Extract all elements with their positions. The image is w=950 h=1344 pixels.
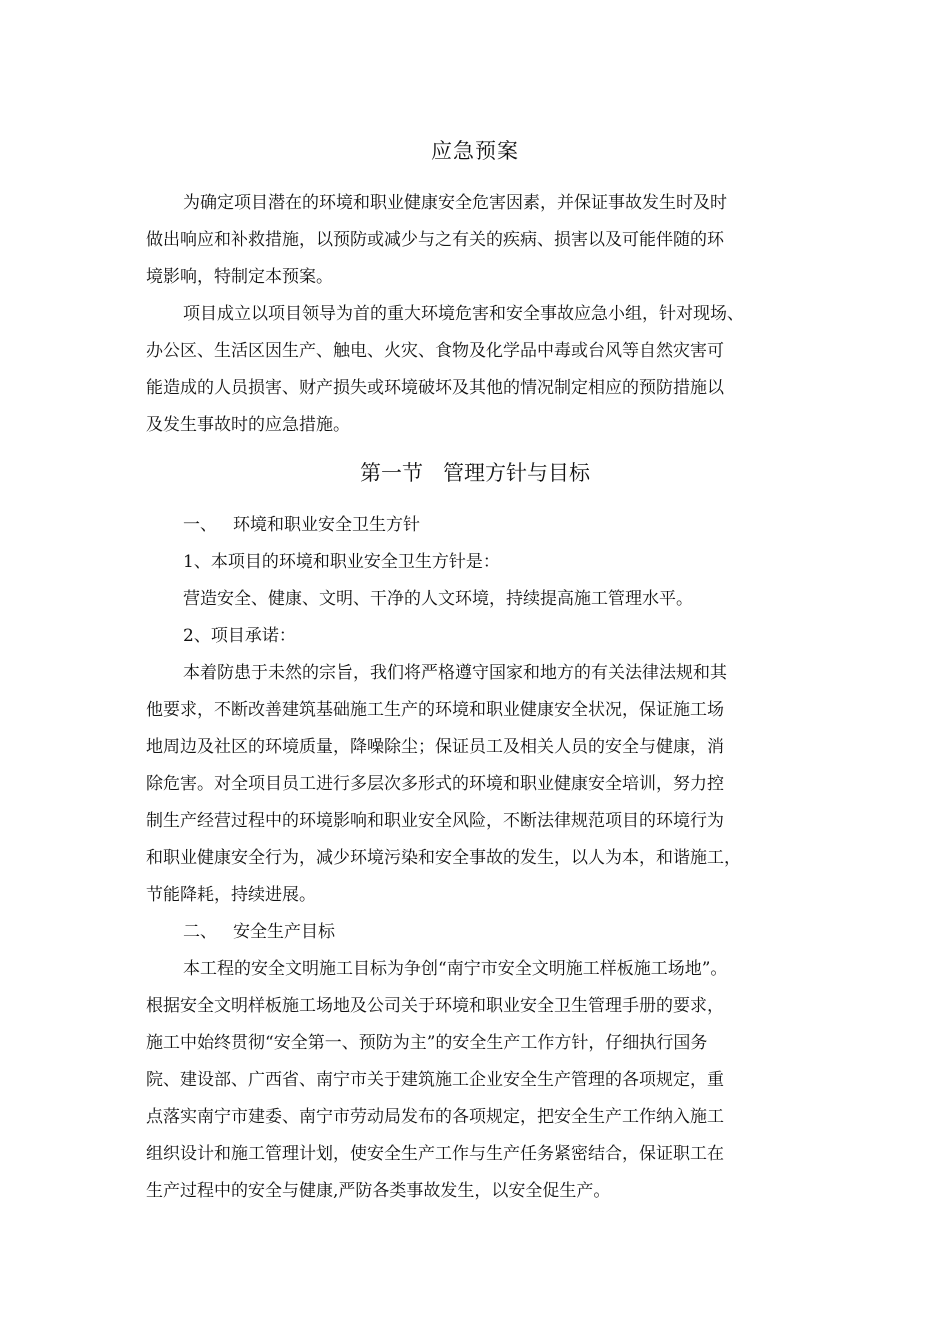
text-line: 为确定项目潜在的环境和职业健康安全危害因素，并保证事故发生时及时 bbox=[183, 193, 727, 213]
heading-number: 一、 bbox=[183, 515, 217, 535]
text-line: 及发生事故时的应急措施。 bbox=[146, 415, 350, 435]
text-line: 办公区、生活区因生产、触电、火灾、食物及化学品中毒或台风等自然灾害可 bbox=[146, 341, 724, 361]
text-line: 本着防患于未然的宗旨，我们将严格遵守国家和地方的有关法律法规和其 bbox=[183, 663, 727, 683]
document-title: 应急预案 bbox=[431, 139, 519, 163]
text-line: 地周边及社区的环境质量，降噪除尘；保证员工及相关人员的安全与健康，消 bbox=[146, 737, 724, 757]
text-line: 组织设计和施工管理计划，使安全生产工作与生产任务紧密结合，保证职工在 bbox=[146, 1144, 724, 1164]
text-line: 做出响应和补救措施，以预防或减少与之有关的疾病、损害以及可能伴随的环 bbox=[146, 230, 724, 250]
text-line: 生产过程中的安全与健康,严防各类事故发生，以安全促生产。 bbox=[146, 1181, 611, 1201]
text-line: 境影响，特制定本预案。 bbox=[146, 267, 333, 287]
goal-paragraph bbox=[146, 951, 826, 1210]
heading-goal bbox=[146, 914, 826, 951]
heading-text: 环境和职业安全卫生方针 bbox=[233, 515, 420, 535]
text-line: 院、建设部、广西省、南宁市关于建筑施工企业安全生产管理的各项规定，重 bbox=[146, 1070, 724, 1090]
intro-paragraph-2 bbox=[146, 296, 826, 444]
heading-text: 安全生产目标 bbox=[233, 922, 335, 942]
text-line: 和职业健康安全行为，减少环境污染和安全事故的发生，以人为本，和谐施工， bbox=[146, 848, 741, 868]
text-line: 本工程的安全文明施工目标为争创“南宁市安全文明施工样板施工场地”。 bbox=[183, 959, 728, 979]
text-line: 能造成的人员损害、财产损失或环境破坏及其他的情况制定相应的预防措施以 bbox=[146, 378, 724, 398]
text-line: 施工中始终贯彻“安全第一、预防为主”的安全生产工作方针，仔细执行国务 bbox=[146, 1033, 708, 1053]
commitment-paragraph bbox=[146, 655, 826, 914]
text-line: 他要求，不断改善建筑基础施工生产的环境和职业健康安全状况，保证施工场 bbox=[146, 700, 724, 720]
list-item: 1、本项目的环境和职业安全卫生方针是： bbox=[183, 552, 500, 572]
text-line: 制生产经营过程中的环境影响和职业安全风险，不断法律规范项目的环境行为 bbox=[146, 811, 724, 831]
list-item: 2、项目承诺： bbox=[183, 626, 296, 646]
heading-policy bbox=[146, 507, 826, 544]
section-body-1 bbox=[146, 507, 826, 655]
text-line: 除危害。对全项目员工进行多层次多形式的环境和职业健康安全培训，努力控 bbox=[146, 774, 724, 794]
text-line: 点落实南宁市建委、南宁市劳动局发布的各项规定，把安全生产工作纳入施工 bbox=[146, 1107, 724, 1127]
intro-paragraph-1 bbox=[146, 185, 826, 296]
section-body-2 bbox=[146, 914, 826, 951]
policy-text: 营造安全、健康、文明、干净的人文环境，持续提高施工管理水平。 bbox=[183, 589, 693, 609]
text-line: 根据安全文明样板施工场地及公司关于环境和职业安全卫生管理手册的要求， bbox=[146, 996, 724, 1016]
text-line: 项目成立以项目领导为首的重大环境危害和安全事故应急小组，针对现场、 bbox=[183, 304, 744, 324]
heading-number: 二、 bbox=[183, 922, 217, 942]
section-title: 第一节 管理方针与目标 bbox=[359, 461, 591, 485]
text-line: 节能降耗，持续进展。 bbox=[146, 885, 316, 905]
